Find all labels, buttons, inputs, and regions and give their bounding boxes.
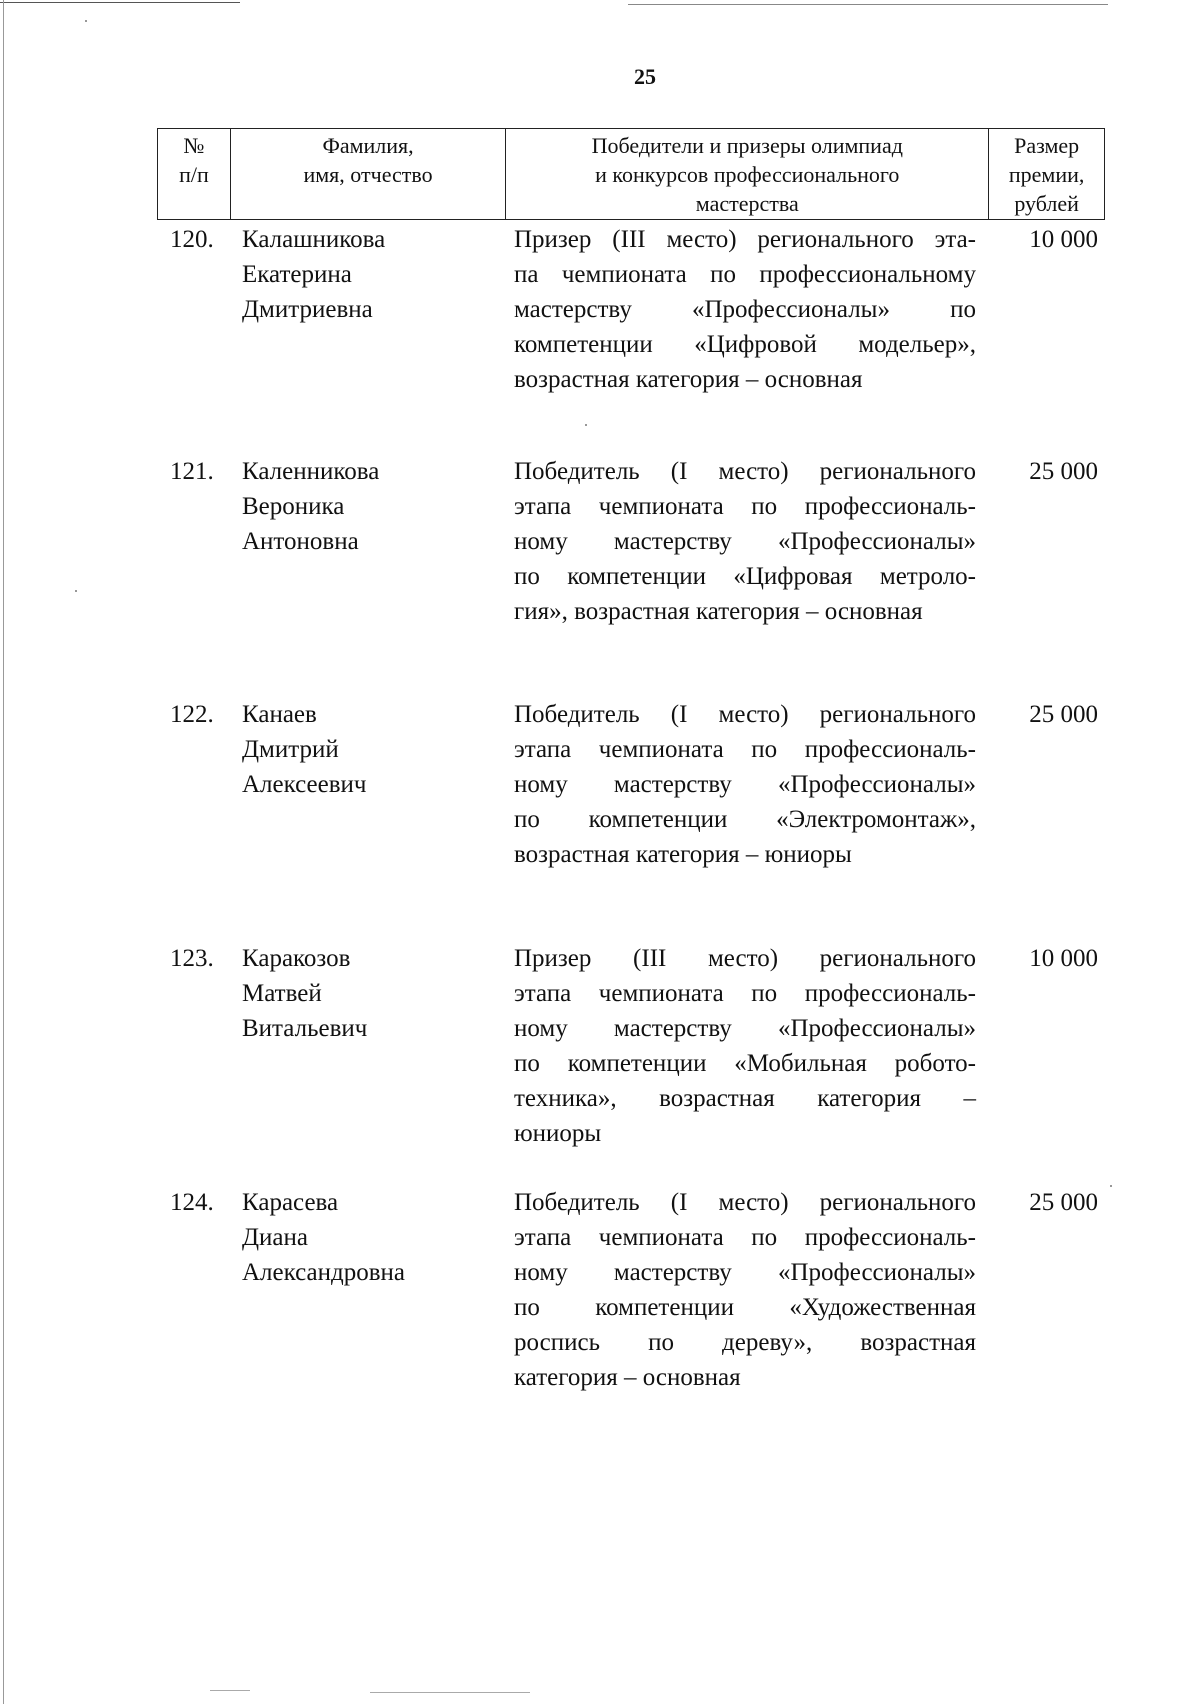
entry-description: Победитель (I место) регионального этапа чемпионата по профессиональ- ному мастерству «Профессионалы» по компетенции «Художественная роспись по дереву», возрастная категория – основная <box>514 1189 976 1391</box>
entry-description: Призер (III место) регионального эта- па чемпионата по профессиональному мастерству «Профессионалы» по компетенции «Цифровой модельер», возрастная категория – основная <box>514 226 976 393</box>
entry-name: Каракозов Матвей Витальевич <box>242 945 368 1042</box>
entry-number: 122. <box>170 701 214 728</box>
entry-description: Призер (III место) регионального этапа чемпионата по профессиональ- ному мастерству «Профессионалы» по компетенции «Мобильная робото- техника», возрастная категория – юниоры <box>514 945 976 1147</box>
scan-speck <box>585 424 587 426</box>
scan-speck <box>85 20 87 22</box>
entry-number: 124. <box>170 1189 214 1216</box>
entry-description: Победитель (I место) регионального этапа чемпионата по профессиональ- ному мастерству «Профессионалы» по компетенции «Электромонтаж», возрастная категория – юниоры <box>514 701 976 868</box>
entry-name: Карасева Диана Александровна <box>242 1189 406 1286</box>
entry-amount: 25 000 <box>1029 1189 1098 1216</box>
header-col-name: Фамилия, имя, отчество <box>231 129 506 219</box>
header-col-amount: Размер премии, рублей <box>1008 133 1085 216</box>
entry-name: Канаев Дмитрий Алексеевич <box>242 701 367 798</box>
entry-number: 123. <box>170 945 214 972</box>
entry-name: Каленникова Вероника Антоновна <box>242 458 380 555</box>
entry-name: Калашникова Екатерина Дмитриевна <box>242 226 386 323</box>
scan-top-line <box>0 2 240 3</box>
entry-amount: 25 000 <box>1029 458 1098 485</box>
scan-left-edge <box>3 0 4 1704</box>
entry-amount: 10 000 <box>1029 226 1098 253</box>
entry-amount: 10 000 <box>1029 945 1098 972</box>
scan-bottom-line <box>370 1692 530 1693</box>
header-col-number: № п/п <box>158 129 231 219</box>
table-header <box>157 128 1105 220</box>
page-number: 25 <box>634 64 656 89</box>
scan-speck <box>75 590 77 592</box>
scan-speck <box>1110 1185 1112 1187</box>
entry-number: 120. <box>170 226 214 253</box>
scan-top-line <box>628 4 1108 5</box>
header-col-description: Победители и призеры олимпиад и конкурсов профессионального мастерства <box>506 129 989 219</box>
entry-description: Победитель (I место) регионального этапа чемпионата по профессиональ- ному мастерству «Профессионалы» по компетенции «Цифровая метроло- гия», возрастная категория – основная <box>514 458 976 625</box>
scan-bottom-line <box>210 1690 250 1691</box>
entry-amount: 25 000 <box>1029 701 1098 728</box>
entry-number: 121. <box>170 458 214 485</box>
